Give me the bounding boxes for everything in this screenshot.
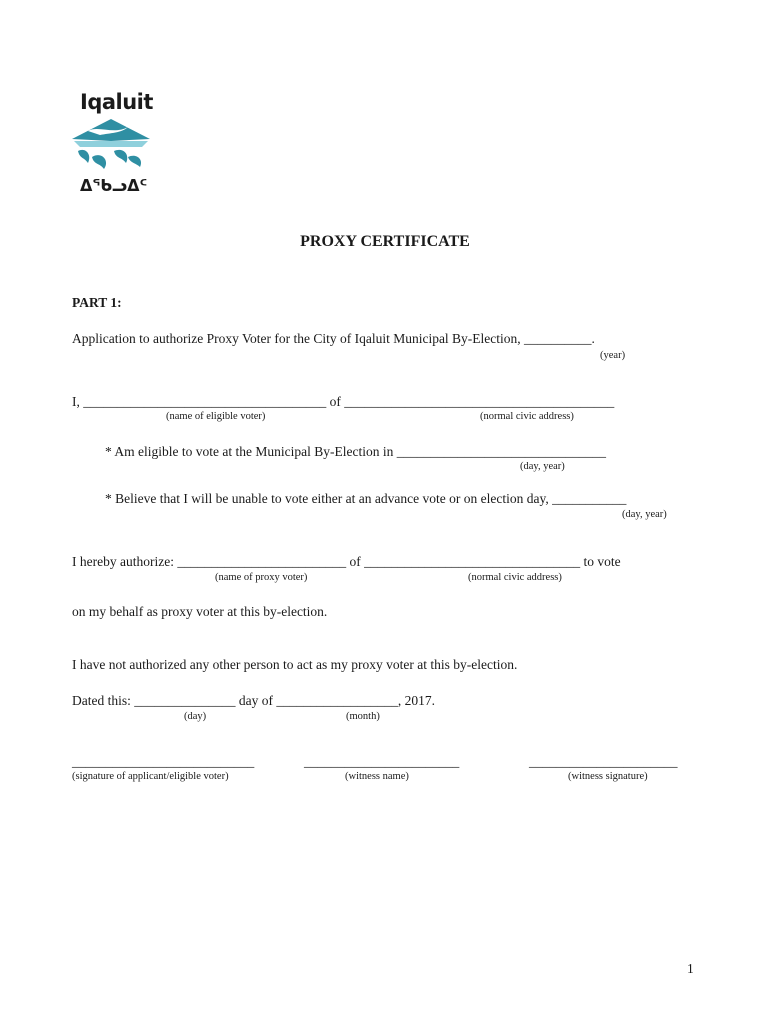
proxy-name-caption: (name of proxy voter) xyxy=(215,572,308,583)
part-heading: PART 1: xyxy=(72,295,122,310)
logo-fish-icon xyxy=(128,156,141,167)
year-caption: (year) xyxy=(600,350,626,361)
logo-fish-icon xyxy=(114,150,127,163)
logo-water-band xyxy=(74,141,148,147)
applicant-signature-caption: (signature of applicant/eligible voter) xyxy=(72,771,229,782)
authorize-proxy-line[interactable]: I hereby authorize: _________________________ of ________________________________ to vote xyxy=(72,554,621,569)
witness-name-caption: (witness name) xyxy=(345,771,409,782)
application-line[interactable]: Application to authorize Proxy Voter for the City of Iqaluit Municipal By-Election, __________. xyxy=(72,331,595,346)
voter-name-caption: (name of eligible voter) xyxy=(166,411,266,422)
behalf-line: on my behalf as proxy voter at this by-election. xyxy=(72,604,328,619)
logo-mountain-shape xyxy=(72,119,150,141)
document-title: PROXY CERTIFICATE xyxy=(300,233,470,250)
witness-signature-field[interactable]: ______________________ xyxy=(529,754,678,769)
voter-name-address-line[interactable]: I, ____________________________________ of ________________________________________ xyxy=(72,394,615,409)
logo-fish-icon xyxy=(92,155,106,169)
unable-to-vote-line[interactable]: * Believe that I will be unable to vote either at an advance vote or on election day, ___________ xyxy=(105,491,627,506)
logo-syllabics: ᐃᖃᓗᐃᑦ xyxy=(80,176,148,195)
day-caption: (day) xyxy=(184,711,207,722)
witness-signature-caption: (witness signature) xyxy=(568,771,648,782)
applicant-signature-field[interactable]: ___________________________ xyxy=(72,754,255,769)
not-authorized-line: I have not authorized any other person to act as my proxy voter at this by-election. xyxy=(72,657,518,672)
witness-name-field[interactable]: _______________________ xyxy=(304,754,460,769)
voter-address-caption: (normal civic address) xyxy=(480,411,574,422)
eligible-line[interactable]: * Am eligible to vote at the Municipal By-Election in _______________________________ xyxy=(105,444,606,459)
month-caption: (month) xyxy=(346,711,380,722)
logo-wordmark: Iqaluit xyxy=(80,90,153,114)
logo-fish-icon xyxy=(78,150,89,163)
eligible-day-year-caption: (day, year) xyxy=(520,461,565,472)
unable-day-year-caption: (day, year) xyxy=(622,509,667,520)
page-number: 1 xyxy=(687,961,694,976)
proxy-address-caption: (normal civic address) xyxy=(468,572,562,583)
iqaluit-logo-emblem xyxy=(70,117,152,175)
dated-line[interactable]: Dated this: _______________ day of __________________, 2017. xyxy=(72,693,435,708)
